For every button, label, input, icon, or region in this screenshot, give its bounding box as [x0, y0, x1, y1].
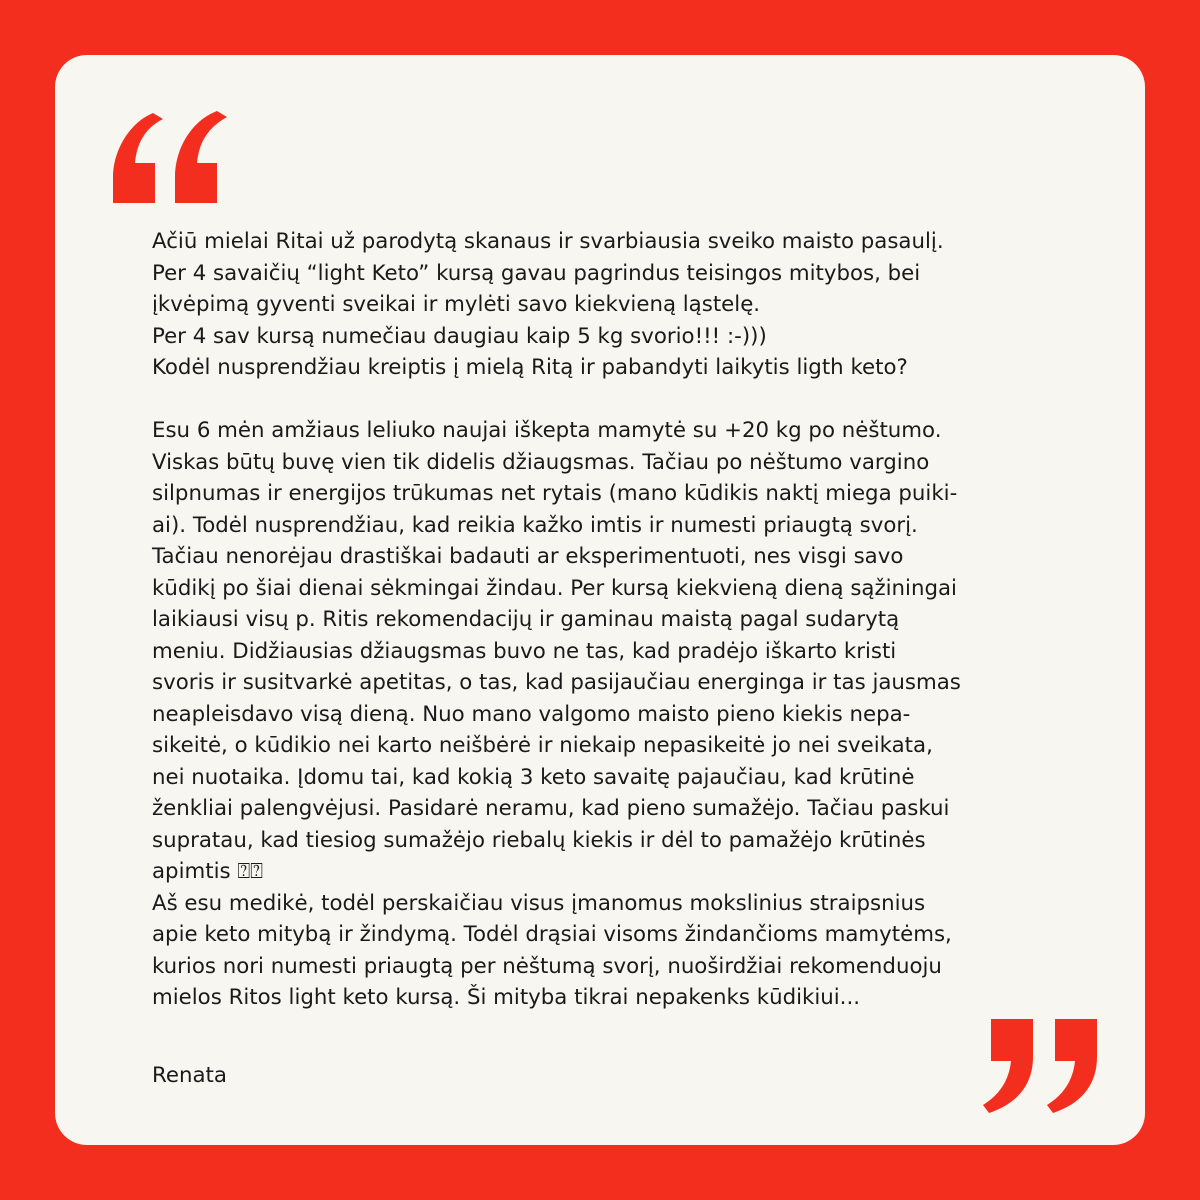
text-line: Aš esu medikė, todėl perskaičiau visus įmanomus mokslinius straipsnius — [152, 890, 926, 916]
text-line: neapleisdavo visą dieną. Nuo mano valgomo maisto pieno kiekis nepa- — [152, 701, 911, 727]
text-line: svoris ir susitvarkė apetitas, o tas, kad pasijaučiau energinga ir tas jausmas — [152, 670, 961, 695]
author-name: Renata — [152, 1063, 227, 1088]
testimonial-card — [55, 55, 1145, 1145]
text-line: Viskas būtų buvę vien tik didelis džiaugsmas. Tačiau po nėštumo vargino — [152, 449, 930, 475]
text-line: Tačiau nenorėjau drastiškai badauti ar eksperimentuoti, nes visgi savo — [152, 544, 904, 569]
testimonial-text — [152, 226, 1052, 1014]
opening-quote-icon — [105, 105, 235, 210]
text-line: apimtis ⍰⍰ — [152, 859, 263, 884]
text-line: ai). Todėl nusprendžiau, kad reikia kažko imtis ir numesti priaugtą svorį. — [152, 512, 918, 538]
text-line: įkvėpimą gyventi sveikai ir mylėti savo kiekvieną ląstelę. — [152, 292, 761, 317]
text-line: silpnumas ir energijos trūkumas net rytais (mano kūdikis naktį miega puiki- — [152, 481, 958, 506]
text-line: ženkliai palengvėjusi. Pasidarė neramu, kad pieno sumažėjo. Tačiau paskui — [152, 796, 950, 821]
paragraph-1 — [152, 226, 1052, 384]
closing-quote-icon — [973, 1015, 1103, 1117]
paragraph-2 — [152, 415, 1052, 1014]
text-line: Ačiū mielai Ritai už parodytą skanaus ir svarbiausia sveiko maisto pasaulį. — [152, 229, 944, 254]
text-line: Per 4 savaičių “light Keto” kursą gavau pagrindus teisingos mitybos, bei — [152, 260, 921, 286]
text-line: kurios nori numesti priaugtą per nėštumą svorį, nuoširdžiai rekomenduoju — [152, 953, 942, 979]
text-line: Esu 6 mėn amžiaus leliuko naujai iškepta mamytė su +20 kg po nėštumo. — [152, 418, 942, 443]
text-line: Kodėl nusprendžiau kreiptis į mielą Ritą ir pabandyti laikytis ligth keto? — [152, 355, 908, 380]
text-line: mielos Ritos light keto kursą. Ši mityba tikrai nepakenks kūdikiui... — [152, 985, 860, 1010]
text-line: sikeitė, o kūdikio nei karto neišbėrė ir niekaip nepasikeitė jo nei sveikata, — [152, 733, 933, 758]
text-line: meniu. Didžiausias džiaugsmas buvo ne tas, kad pradėjo iškarto kristi — [152, 638, 897, 664]
paragraph-gap — [152, 384, 1052, 416]
text-line: nei nuotaika. Įdomu tai, kad kokią 3 keto savaitę pajaučiau, kad krūtinė — [152, 764, 915, 790]
text-line: Per 4 sav kursą numečiau daugiau kaip 5 kg svorio!!! :-))) — [152, 323, 767, 349]
text-line: supratau, kad tiesiog sumažėjo riebalų kiekis ir dėl to pamažėjo krūtinės — [152, 827, 926, 853]
text-line: laikiausi visų p. Ritis rekomendacijų ir gaminau maistą pagal sudarytą — [152, 607, 900, 632]
text-line: kūdikį po šiai dienai sėkmingai žindau. Per kursą kiekvieną dieną sąžiningai — [152, 575, 957, 601]
text-line: apie keto mitybą ir žindymą. Todėl drąsiai visoms žindančioms mamytėms, — [152, 922, 952, 947]
